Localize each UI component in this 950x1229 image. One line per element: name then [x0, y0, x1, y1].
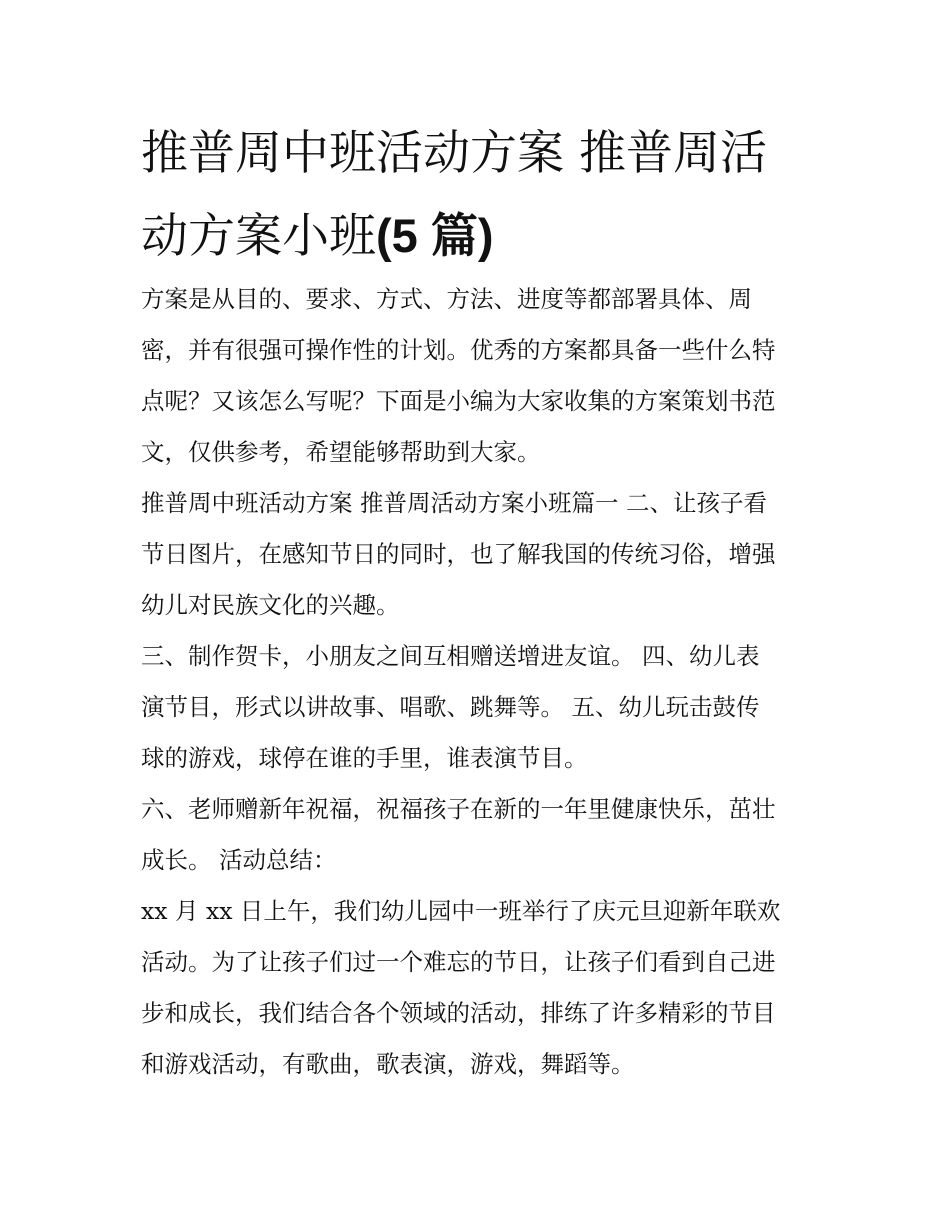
- title-line-2: [141, 195, 821, 277]
- title-count: (5 篇): [376, 209, 494, 262]
- body-line: 成长。 活动总结：: [141, 846, 337, 874]
- body-line: 文，仅供参考，希望能够帮助到大家。: [141, 438, 541, 466]
- body-line: 球的游戏，球停在谁的手里，谁表演节目。: [141, 744, 588, 772]
- body-line: 密，并有很强可操作性的计划。优秀的方案都具备一些什么特: [141, 336, 776, 364]
- title-line-2-text: 动方案小班: [141, 209, 376, 264]
- body-line: 节日图片，在感知节日的同时，也了解我国的传统习俗，增强: [141, 540, 776, 568]
- body-line: 幼儿对民族文化的兴趣。: [141, 591, 400, 619]
- document-body: [141, 274, 821, 1090]
- body-line: 步和成长，我们结合各个领域的活动，排练了许多精彩的节目: [141, 999, 776, 1027]
- body-line: 演节目，形式以讲故事、唱歌、跳舞等。 五、幼儿玩击鼓传: [141, 693, 760, 721]
- document-title: [141, 113, 821, 277]
- body-line: xx 月 xx 日上午，我们幼儿园中一班举行了庆元旦迎新年联欢: [141, 897, 781, 925]
- body-line: 方案是从目的、要求、方式、方法、进度等都部署具体、周: [141, 285, 752, 313]
- body-line: 活动。为了让孩子们过一个难忘的节日，让孩子们看到自己进: [141, 948, 776, 976]
- body-line: 和游戏活动，有歌曲，歌表演，游戏，舞蹈等。: [141, 1050, 635, 1078]
- body-line: 点呢？又该怎么写呢？下面是小编为大家收集的方案策划书范: [141, 387, 776, 415]
- body-line: 推普周中班活动方案 推普周活动方案小班篇一 二、让孩子看: [141, 489, 767, 517]
- body-line: 三、制作贺卡，小朋友之间互相赠送增进友谊。 四、幼儿表: [141, 642, 760, 670]
- body-line: 六、老师赠新年祝福，祝福孩子在新的一年里健康快乐，茁壮: [141, 795, 776, 823]
- title-line-1: 推普周中班活动方案 推普周活: [141, 126, 767, 181]
